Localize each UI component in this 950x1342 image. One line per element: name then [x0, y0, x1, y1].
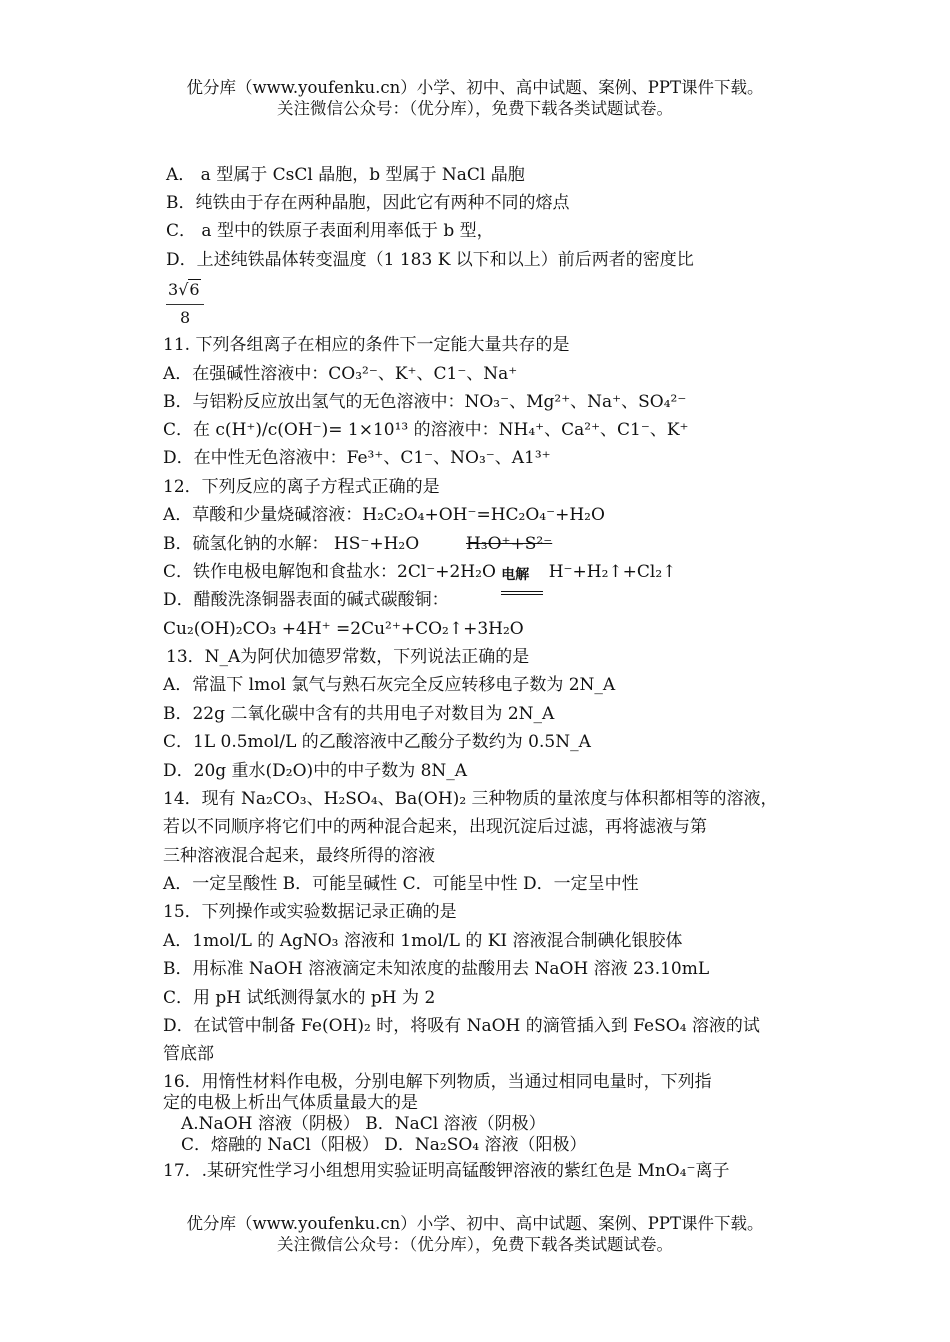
page-footer-line1: 优分库（www.youfenku.cn）小学、初中、高中试题、案例、PPT课件下载。: [186, 1214, 764, 1233]
q16-options-line1: A.NaOH 溶液（阴极） B．NaCl 溶液（阴极）: [181, 1114, 546, 1134]
q11-option-c: C．在 c(H⁺)/c(OH⁻)= 1×10¹³ 的溶液中：NH₄⁺、Ca²⁺、C1⁻、K⁺: [163, 420, 689, 440]
q13-option-a: A．常温下 lmol 氯气与熟石灰完全反应转移电子数为 2N_A: [163, 675, 616, 695]
page-header-line1: 优分库（www.youfenku.cn）小学、初中、高中试题、案例、PPT课件下载。: [186, 78, 764, 97]
condition-line-top: [501, 591, 543, 592]
q12-option-d: D．醋酸洗涤铜器表面的碱式碳酸铜：: [163, 590, 449, 610]
q14-stem-line2: 若以不同顺序将它们中的两种混合起来，出现沉淀后过滤，再将滤液与第: [163, 817, 707, 837]
q13-option-d: D．20g 重水(D₂O)中的中子数为 8N_A: [163, 761, 468, 781]
q12-c-right: H⁻+H₂↑+Cl₂↑: [548, 562, 677, 582]
q11-option-b: B．与铝粉反应放出氢气的无色溶液中：NO₃⁻、Mg²⁺、Na⁺、SO₄²⁻: [163, 392, 687, 412]
q15-stem: 15．下列操作或实验数据记录正确的是: [163, 902, 457, 922]
q15-option-d-line1: D．在试管中制备 Fe(OH)₂ 时，将吸有 NaOH 的滴管插入到 FeSO₄ 溶液的试: [163, 1016, 760, 1036]
q13-option-c: C．1L 0.5mol/L 的乙酸溶液中乙酸分子数约为 0.5N_A: [163, 732, 591, 752]
fraction-bar: [166, 304, 204, 305]
q12-option-c: [163, 561, 676, 583]
q10-option-a: A． a 型属于 CsCl 晶胞，b 型属于 NaCl 晶胞: [166, 165, 525, 185]
q12-b-left: B．硫氢化钠的水解： HS⁻+H₂O: [163, 534, 420, 554]
q15-option-d-line2: 管底部: [163, 1044, 214, 1064]
condition-line-bottom: [501, 594, 543, 595]
q16-stem-line1: 16．用惰性材料作电极，分别电解下列物质，当通过相同电量时，下列指: [163, 1072, 712, 1092]
q11-option-a: A．在强碱性溶液中：CO₃²⁻、K⁺、C1⁻、Na⁺: [163, 364, 518, 384]
q10-option-b: B．纯铁由于存在两种晶胞，因此它有两种不同的熔点: [166, 193, 570, 213]
q12-option-a: A．草酸和少量烧碱溶液：H₂C₂O₄+OH⁻=HC₂O₄⁻+H₂O: [163, 505, 605, 525]
page-header-line2: 关注微信公众号：（优分库），免费下载各类试题试卷。: [277, 99, 673, 118]
q16-options-line2: C．熔融的 NaCl（阳极） D．Na₂SO₄ 溶液（阳极）: [181, 1135, 587, 1155]
q14-options: A．一定呈酸性 B．可能呈碱性 C．可能呈中性 D．一定呈中性: [163, 874, 639, 894]
q11-option-d: D．在中性无色溶液中：Fe³⁺、C1⁻、NO₃⁻、A1³⁺: [163, 448, 551, 468]
electrolysis-label: 电解: [501, 567, 530, 583]
q16-stem-line2: 定的电极上析出气体质量最大的是: [163, 1093, 418, 1113]
q10-option-d: D．上述纯铁晶体转变温度（1 183 K 以下和以上）前后两者的密度比: [166, 250, 694, 270]
q12-stem: 12．下列反应的离子方程式正确的是: [163, 477, 440, 497]
fraction-numerator: 3√6: [168, 280, 200, 299]
q15-option-a: A．1mol/L 的 AgNO₃ 溶液和 1mol/L 的 KI 溶液混合制碘化银胶体: [163, 931, 683, 951]
q11-stem: 11. 下列各组离子在相应的条件下一定能大量共存的是: [163, 335, 570, 355]
q12-c-left: C．铁作电极电解饱和食盐水：2Cl⁻+2H₂O: [163, 562, 496, 582]
q14-stem-line1: 14．现有 Na₂CO₃、H₂SO₄、Ba(OH)₂ 三种物质的量浓度与体积都相等的溶液，: [163, 789, 778, 809]
q13-option-b: B．22g 二氧化碳中含有的共用电子对数目为 2N_A: [163, 704, 555, 724]
q12-option-d-equation: Cu₂(OH)₂CO₃ +4H⁺ =2Cu²⁺+CO₂↑+3H₂O: [163, 619, 524, 639]
q12-b-right: H₃O⁺+S²⁻: [465, 534, 553, 554]
page-footer-line2: 关注微信公众号：（优分库），免费下载各类试题试卷。: [277, 1235, 673, 1254]
q15-option-c: C．用 pH 试纸测得氯水的 pH 为 2: [163, 988, 436, 1008]
q14-stem-line3: 三种溶液混合起来，最终所得的溶液: [163, 846, 435, 866]
q12-option-b: [163, 533, 552, 555]
q17-stem: 17．.某研究性学习小组想用实验证明高锰酸钾溶液的紫红色是 MnO₄⁻离子: [163, 1161, 730, 1181]
fraction-denominator: 8: [180, 308, 191, 327]
q10-option-c: C． a 型中的铁原子表面利用率低于 b 型，: [166, 221, 494, 241]
q15-option-b: B．用标准 NaOH 溶液滴定未知浓度的盐酸用去 NaOH 溶液 23.10mL: [163, 959, 710, 979]
q13-stem: 13．N_A为阿伏加德罗常数，下列说法正确的是: [166, 647, 530, 667]
